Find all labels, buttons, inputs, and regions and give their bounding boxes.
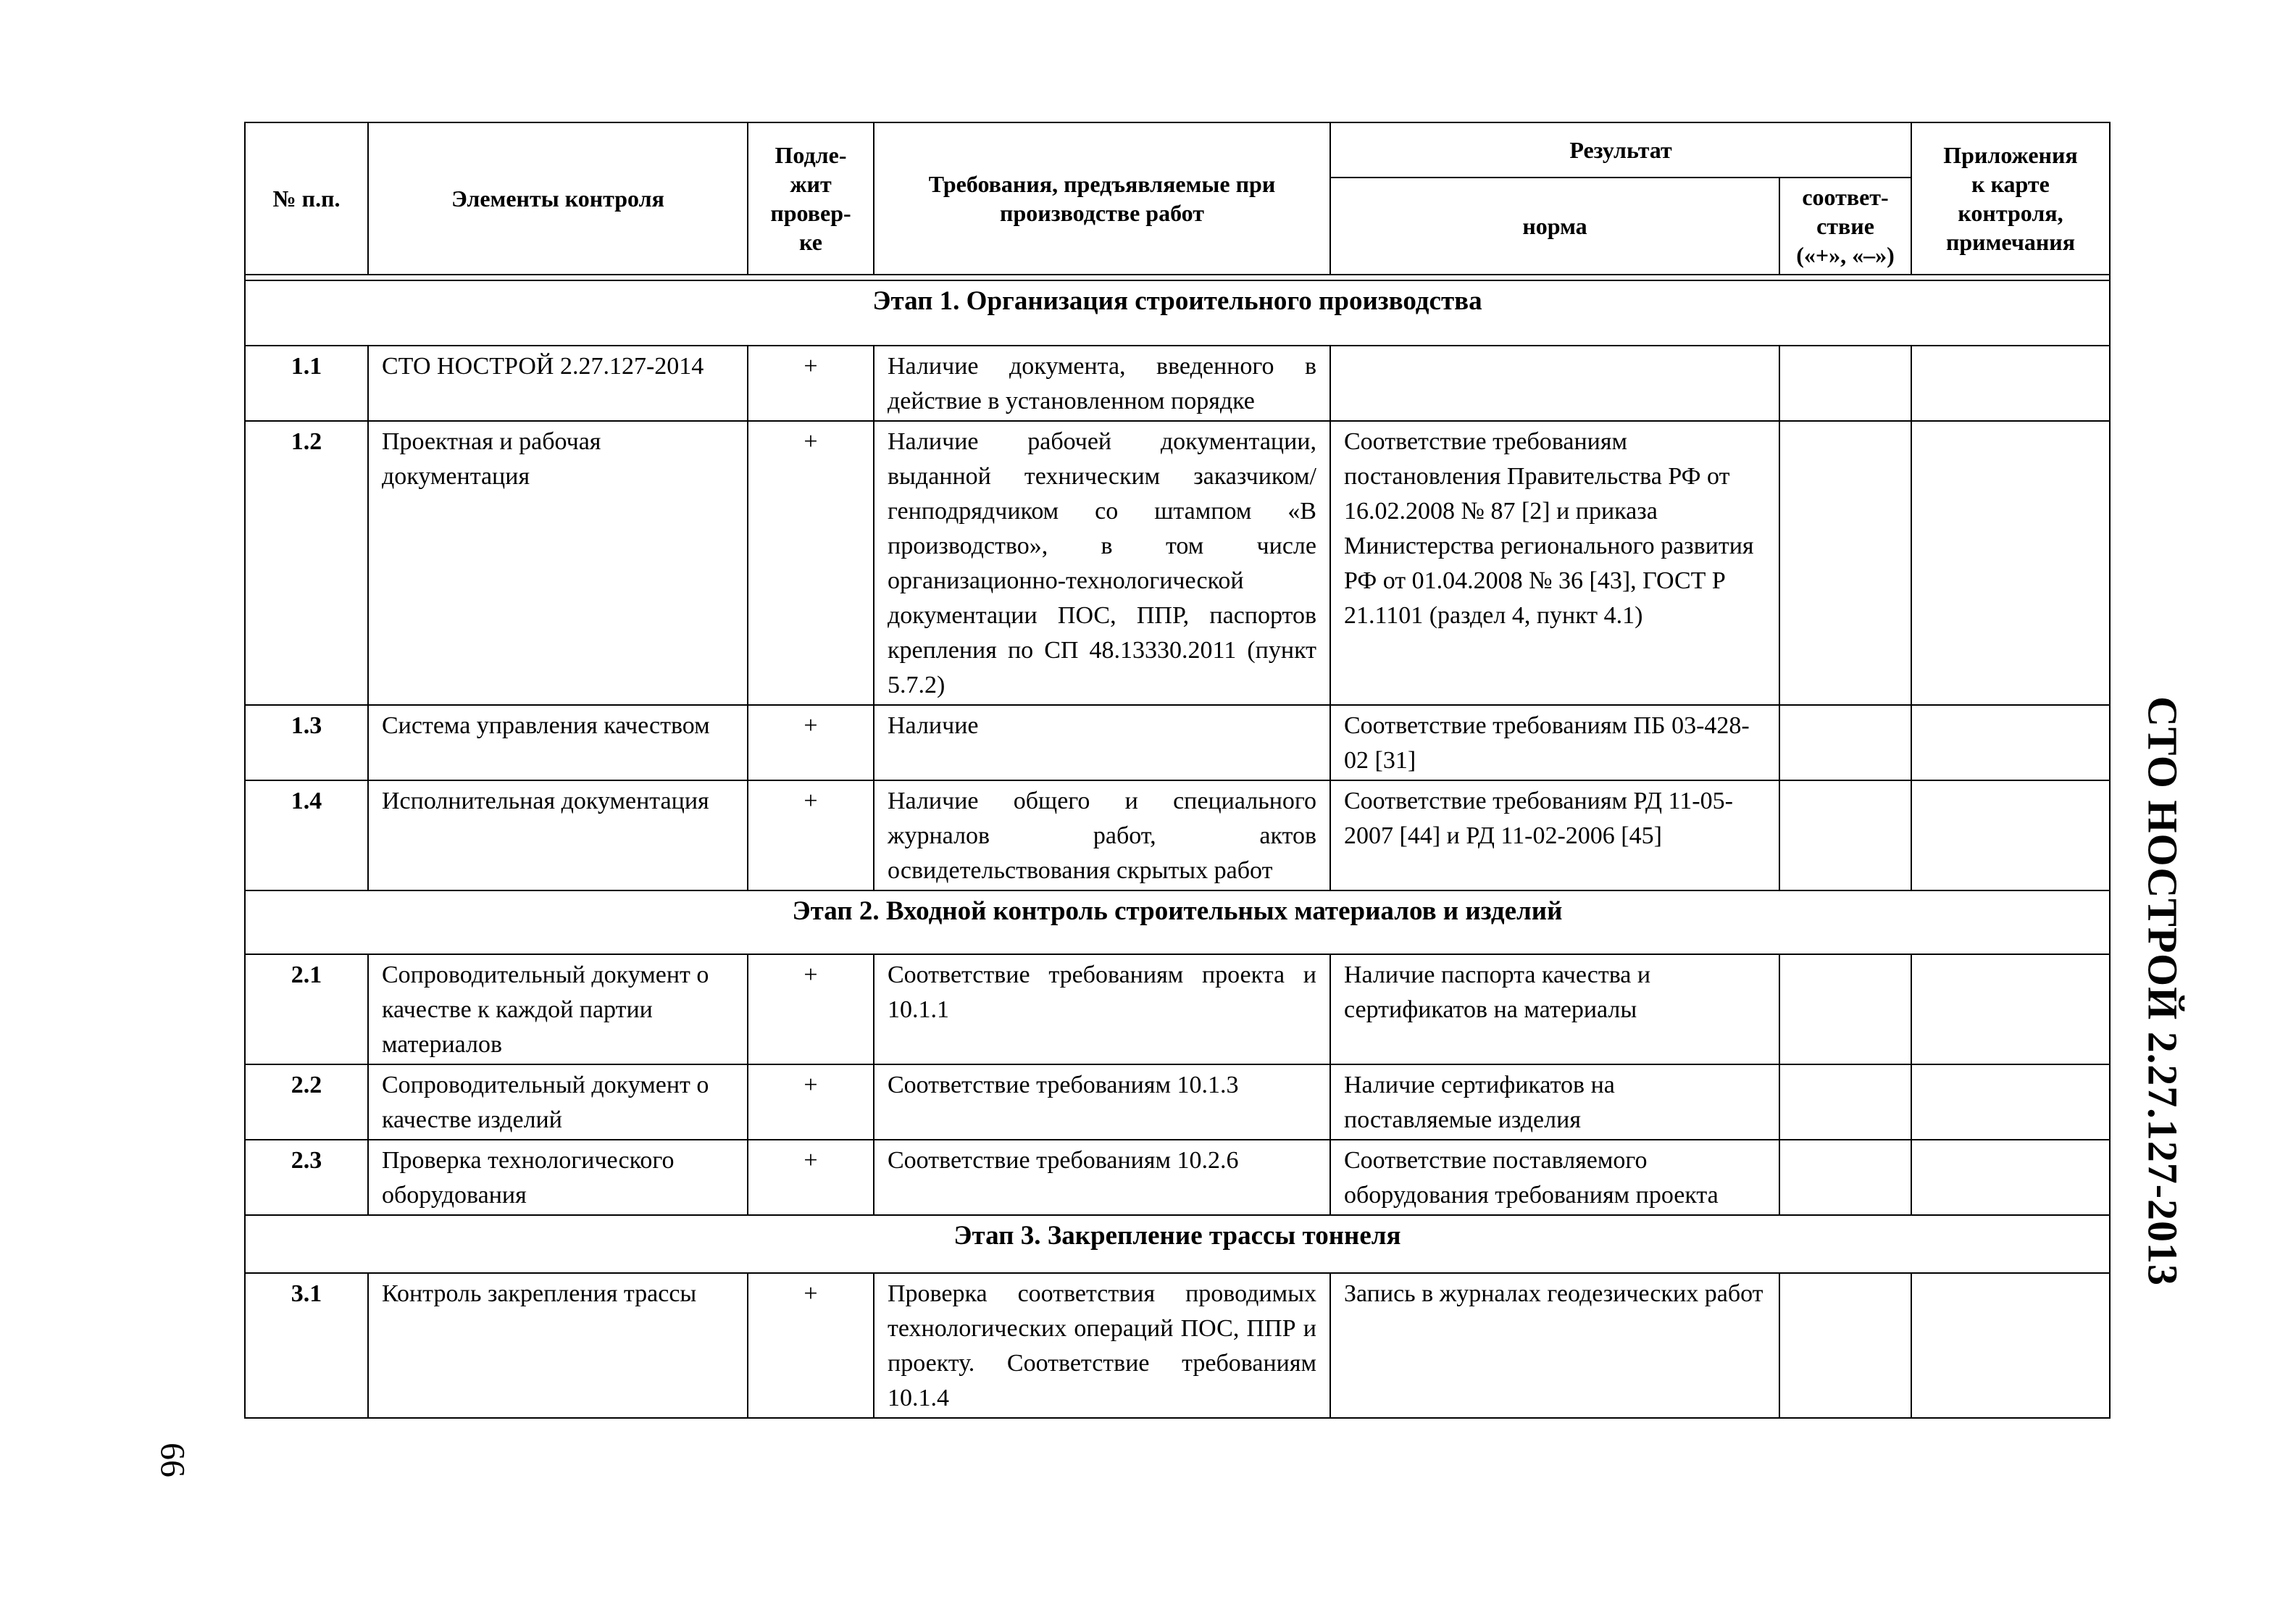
stage-title: Этап 3. Закрепление трассы тоннеля xyxy=(245,1215,2110,1273)
stage-row xyxy=(245,1215,2110,1273)
row-number-cell: 1.1 xyxy=(245,346,368,421)
table-row xyxy=(245,954,2110,1064)
row-number-cell: 3.1 xyxy=(245,1273,368,1418)
header-conformity: соответ- ствие («+», «–») xyxy=(1779,178,1911,275)
notes-cell xyxy=(1911,1140,2110,1215)
check-mark-cell: + xyxy=(748,780,874,890)
control-element-cell: Контроль закрепления трассы xyxy=(368,1273,748,1418)
row-number-cell: 1.2 xyxy=(245,421,368,705)
requirement-cell: Наличие рабочей документации, выданной техническим заказчиком/генподрядчиком со штампом «В производство», в том числе организационно-технологической документации ПОС, ППР, паспортов крепления по СП 48.13330.2011 (пункт 5.7.2) xyxy=(874,421,1330,705)
row-number-cell: 1.3 xyxy=(245,705,368,780)
stage-row xyxy=(245,280,2110,346)
requirement-cell: Наличие документа, введенного в действие в установленном порядке xyxy=(874,346,1330,421)
stage-row xyxy=(245,890,2110,954)
notes-cell xyxy=(1911,1064,2110,1140)
requirement-cell: Наличие xyxy=(874,705,1330,780)
check-mark-cell: + xyxy=(748,1273,874,1418)
requirement-cell: Соответствие требованиям проекта и 10.1.1 xyxy=(874,954,1330,1064)
norm-cell xyxy=(1330,346,1779,421)
check-mark-cell: + xyxy=(748,1064,874,1140)
row-number-cell: 1.4 xyxy=(245,780,368,890)
requirement-cell: Наличие общего и специального журналов работ, актов освидетельствования скрытых работ xyxy=(874,780,1330,890)
norm-cell: Наличие паспорта качества и сертификатов на материалы xyxy=(1330,954,1779,1064)
table-row xyxy=(245,1140,2110,1215)
row-number-cell: 2.2 xyxy=(245,1064,368,1140)
header-norm: норма xyxy=(1330,178,1779,275)
norm-cell: Наличие сертификатов на поставляемые изделия xyxy=(1330,1064,1779,1140)
page-number: 66 xyxy=(153,1443,192,1477)
header-requirements: Требования, предъявляемые при производстве работ xyxy=(874,122,1330,275)
norm-cell: Соответствие требованиям РД 11-05-2007 [44] и РД 11-02-2006 [45] xyxy=(1330,780,1779,890)
control-element-cell: СТО НОСТРОЙ 2.27.127-2014 xyxy=(368,346,748,421)
norm-cell: Запись в журналах геодезических работ xyxy=(1330,1273,1779,1418)
notes-cell xyxy=(1911,780,2110,890)
conformity-cell xyxy=(1779,421,1911,705)
header-subject: Подле- жит провер- ке xyxy=(748,122,874,275)
stage-title: Этап 1. Организация строительного производства xyxy=(245,280,2110,346)
header-num: № п.п. xyxy=(245,122,368,275)
conformity-cell xyxy=(1779,705,1911,780)
control-element-cell: Проверка технологического оборудования xyxy=(368,1140,748,1215)
row-number-cell: 2.1 xyxy=(245,954,368,1064)
control-table xyxy=(244,122,2111,1419)
table-row xyxy=(245,1273,2110,1418)
norm-cell: Соответствие требованиям постановления Правительства РФ от 16.02.2008 № 87 [2] и приказа Министерства регионального развития РФ от 01.04.2008 № 36 [43], ГОСТ Р 21.1101 (раздел 4, пункт 4.1) xyxy=(1330,421,1779,705)
notes-cell xyxy=(1911,705,2110,780)
requirement-cell: Соответствие требованиям 10.1.3 xyxy=(874,1064,1330,1140)
control-element-cell: Система управления качеством xyxy=(368,705,748,780)
check-mark-cell: + xyxy=(748,1140,874,1215)
table-row xyxy=(245,346,2110,421)
control-element-cell: Исполнительная документация xyxy=(368,780,748,890)
conformity-cell xyxy=(1779,1140,1911,1215)
table-row xyxy=(245,780,2110,890)
conformity-cell xyxy=(1779,1064,1911,1140)
check-mark-cell: + xyxy=(748,705,874,780)
norm-cell: Соответствие требованиям ПБ 03-428-02 [31] xyxy=(1330,705,1779,780)
table-row xyxy=(245,705,2110,780)
check-mark-cell: + xyxy=(748,954,874,1064)
header-elements: Элементы контроля xyxy=(368,122,748,275)
notes-cell xyxy=(1911,1273,2110,1418)
notes-cell xyxy=(1911,346,2110,421)
conformity-cell xyxy=(1779,780,1911,890)
control-element-cell: Проектная и рабочая документация xyxy=(368,421,748,705)
notes-cell xyxy=(1911,954,2110,1064)
header-result: Результат xyxy=(1330,122,1911,178)
table-row xyxy=(245,1064,2110,1140)
control-element-cell: Сопроводительный документ о качестве к каждой партии материалов xyxy=(368,954,748,1064)
conformity-cell xyxy=(1779,1273,1911,1418)
norm-cell: Соответствие поставляемого оборудования требованиям проекта xyxy=(1330,1140,1779,1215)
document-code: СТО НОСТРОЙ 2.27.127-2013 xyxy=(2139,696,2187,1287)
header-appendix: Приложения к карте контроля, примечания xyxy=(1911,122,2110,275)
control-element-cell: Сопроводительный документ о качестве изделий xyxy=(368,1064,748,1140)
notes-cell xyxy=(1911,421,2110,705)
stage-title: Этап 2. Входной контроль строительных материалов и изделий xyxy=(245,890,2110,954)
table-row xyxy=(245,421,2110,705)
conformity-cell xyxy=(1779,954,1911,1064)
check-mark-cell: + xyxy=(748,346,874,421)
row-number-cell: 2.3 xyxy=(245,1140,368,1215)
check-mark-cell: + xyxy=(748,421,874,705)
requirement-cell: Соответствие требованиям 10.2.6 xyxy=(874,1140,1330,1215)
conformity-cell xyxy=(1779,346,1911,421)
requirement-cell: Проверка соответствия проводимых технологических операций ПОС, ППР и проекту. Соответствие требованиям 10.1.4 xyxy=(874,1273,1330,1418)
table-body xyxy=(245,280,2110,1418)
